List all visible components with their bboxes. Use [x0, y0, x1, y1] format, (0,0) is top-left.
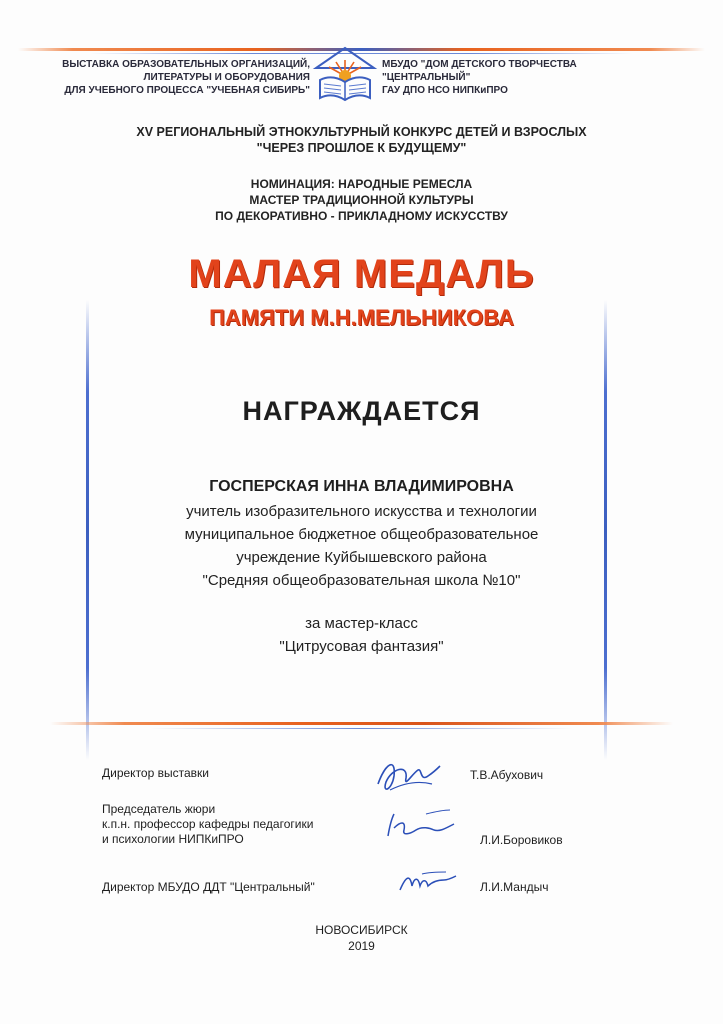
nomination-line: ПО ДЕКОРАТИВНО - ПРИКЛАДНОМУ ИСКУССТВУ [215, 209, 508, 223]
footer [0, 922, 723, 954]
recipient-detail-line: учитель изобразительного искусства и технологии [186, 503, 537, 520]
signatory-name: Л.И.Мандыч [480, 880, 549, 894]
organizer-right-line: "ЦЕНТРАЛЬНЫЙ" [382, 72, 471, 83]
nomination-line: НОМИНАЦИЯ: НАРОДНЫЕ РЕМЕСЛА [250, 177, 473, 191]
organizer-right-line: ГАУ ДПО НСО НИПКиПРО [382, 85, 508, 96]
contest-title-line: XV РЕГИОНАЛЬНЫЙ ЭТНОКУЛЬТУРНЫЙ КОНКУРС ДЕТЕЙ И ВЗРОСЛЫХ [136, 125, 587, 139]
medal-title: МАЛАЯ МЕДАЛЬ [188, 252, 535, 296]
organizer-right-line: МБУДО "ДОМ ДЕТСКОГО ТВОРЧЕСТВА [382, 59, 577, 70]
signatory-title-line: к.п.н. профессор кафедры педагогики [102, 817, 314, 831]
recipient-detail-line: учреждение Куйбышевского района [236, 549, 487, 566]
organizer-left-line: ЛИТЕРАТУРЫ И ОБОРУДОВАНИЯ [143, 72, 310, 83]
signature-mark [396, 866, 460, 898]
recipient-detail-line: муниципальное бюджетное общеобразовательное [184, 526, 539, 543]
medal-subtitle: ПАМЯТИ М.Н.МЕЛЬНИКОВА [209, 305, 514, 330]
organizer-left-line: ДЛЯ УЧЕБНОГО ПРОЦЕССА "УЧЕБНАЯ СИБИРЬ" [64, 85, 310, 96]
signatory-title [102, 766, 209, 781]
signature-mark [380, 806, 460, 846]
contest-title-line: "ЧЕРЕЗ ПРОШЛОЕ К БУДУЩЕМУ" [256, 141, 467, 155]
signatory-title-line: и психологии НИПКиПРО [102, 832, 244, 846]
footer-year: 2019 [348, 939, 375, 953]
award-reason-line: за мастер-класс [305, 615, 418, 632]
awarded-heading: НАГРАЖДАЕТСЯ [242, 396, 481, 426]
signatory-title [102, 802, 313, 847]
recipient-name: ГОСПЕРСКАЯ ИННА ВЛАДИМИРОВНА [209, 478, 514, 495]
footer-city: НОВОСИБИРСК [315, 923, 408, 937]
signatory-name: Л.И.Боровиков [480, 833, 563, 847]
signatory-name: Т.В.Абухович [470, 768, 544, 782]
organizer-left-line: ВЫСТАВКА ОБРАЗОВАТЕЛЬНЫХ ОРГАНИЗАЦИЙ, [62, 59, 310, 70]
signatory-title-line: Председатель жюри [102, 802, 216, 816]
award-reason-line: "Цитрусовая фантазия" [279, 638, 444, 655]
nomination-line: МАСТЕР ТРАДИЦИОННОЙ КУЛЬТУРЫ [249, 193, 474, 207]
recipient-detail-line: "Средняя общеобразовательная школа №10" [202, 572, 521, 589]
signatory-title-line: Директор МБУДО ДДТ "Центральный" [102, 880, 315, 894]
signature-mark [372, 754, 444, 798]
signatory-title-line: Директор выставки [102, 766, 209, 780]
signatory-title [102, 880, 315, 895]
